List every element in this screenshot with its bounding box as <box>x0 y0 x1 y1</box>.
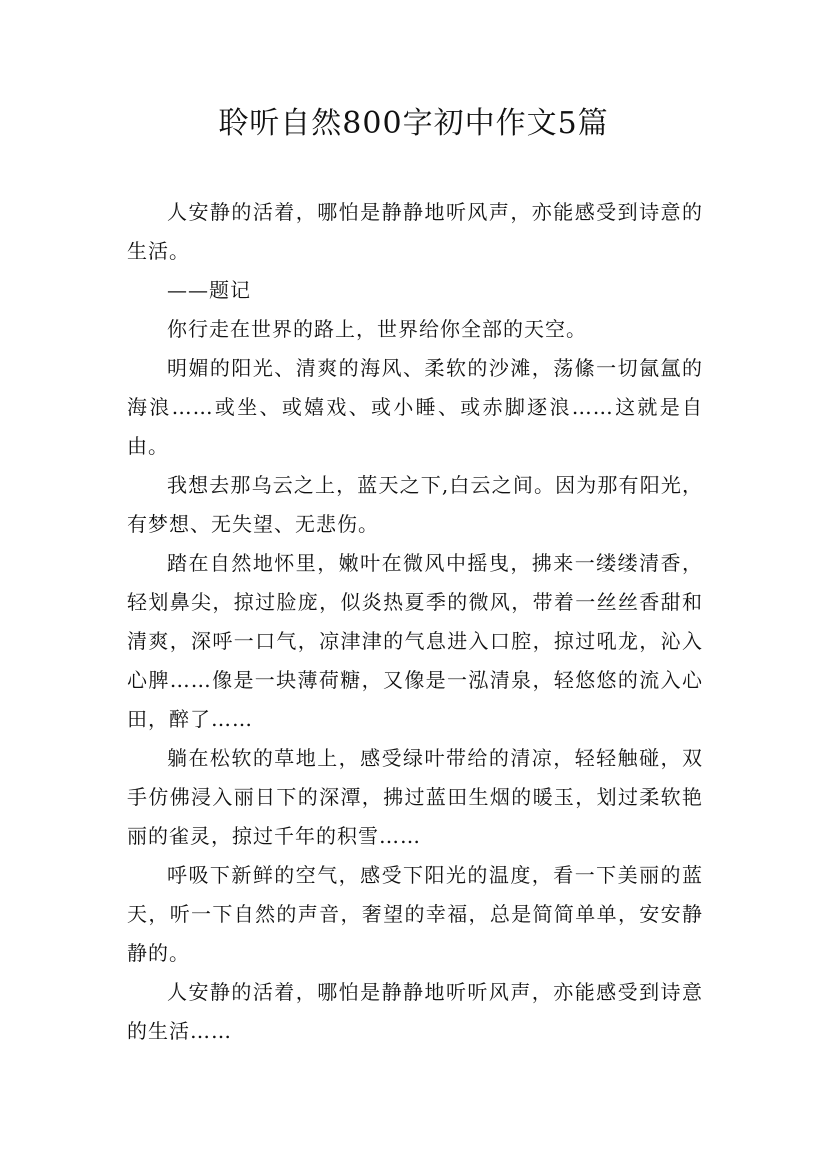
paragraph-9: 人安静的活着，哪怕是静静地听听风声，亦能感受到诗意的生活…… <box>127 980 703 1043</box>
paragraph-2: ——题记 <box>167 278 251 302</box>
paragraph-5: 我想去那乌云之上，蓝天之下,白云之间。因为那有阳光，有梦想、无失望、无悲伤。 <box>127 473 703 536</box>
document-title: 聆听自然800字初中作文5篇 <box>218 106 609 141</box>
paragraph-6: 踏在自然地怀里，嫩叶在微风中摇曳，拂来一缕缕清香，轻划鼻尖，掠过脸庞，似炎热夏季的微风，带着一丝丝香甜和清爽，深呼一口气，凉津津的气息进入口腔，掠过吼龙，沁入心脾……像是一块薄荷糖，又像是一泓清泉，轻悠悠的流入心田，醉了…… <box>127 551 703 731</box>
paragraph-7: 躺在松软的草地上，感受绿叶带给的清凉，轻轻触碰，双手仿佛浸入丽日下的深潭，拂过蓝田生烟的暖玉，划过柔软艳丽的雀灵，掠过千年的积雪…… <box>127 746 703 848</box>
paragraph-4: 明媚的阳光、清爽的海风、柔软的沙滩，荡絛一切氤氲的海浪……或坐、或嬉戏、或小睡、或赤脚逐浪……这就是自由。 <box>127 356 703 458</box>
paragraph-1: 人安静的活着，哪怕是静静地听风声，亦能感受到诗意的生活。 <box>127 200 703 263</box>
paragraph-3: 你行走在世界的路上，世界给你全部的天空。 <box>167 317 587 341</box>
document-body <box>127 193 703 1051</box>
paragraph-8: 呼吸下新鲜的空气，感受下阳光的温度，看一下美丽的蓝天，听一下自然的声音，奢望的幸福，总是简简单单，安安静静的。 <box>127 863 703 965</box>
